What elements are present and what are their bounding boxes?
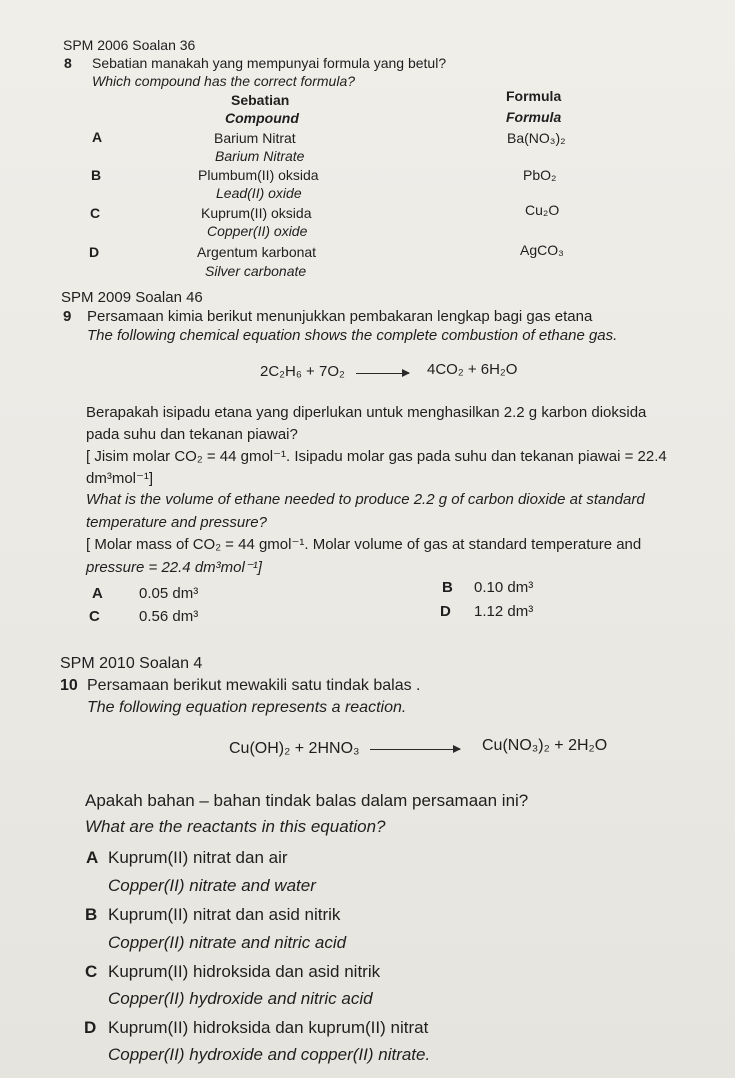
q10-option-d-letter: D: [84, 1018, 97, 1037]
q10-option-b-letter: B: [85, 905, 98, 924]
q9-option-c-value: 0.56 dm³: [139, 608, 199, 625]
q9-body-en-4: pressure = 22.4 dm³mol⁻¹]: [86, 559, 262, 576]
q9-equation-left: 2C₂H₆ + 7O₂: [260, 363, 345, 380]
q8-number: 8: [64, 55, 72, 71]
q9-number: 9: [63, 308, 72, 325]
q10-number: 10: [60, 677, 78, 694]
q8-option-d-letter: D: [89, 244, 100, 260]
q8-question-ms: Sebatian manakah yang mempunyai formula yang betul?: [92, 55, 447, 71]
q9-option-d-value: 1.12 dm³: [474, 603, 534, 620]
q9-body-en-3: [ Molar mass of CO₂ = 44 gmol⁻¹. Molar volume of gas at standard temperature and: [86, 536, 642, 553]
q9-option-a-letter: A: [92, 585, 103, 602]
q8-header-compound-en: Compound: [225, 110, 299, 126]
q9-option-a-value: 0.05 dm³: [139, 585, 199, 602]
q10-prompt-en: What are the reactants in this equation?: [85, 817, 386, 836]
q9-body-en-2: temperature and pressure?: [86, 514, 267, 531]
q10-option-a-letter: A: [86, 848, 99, 867]
q8-header-formula-ms: Formula: [506, 88, 562, 104]
q10-option-b-ms: Kuprum(II) nitrat dan asid nitrik: [108, 905, 341, 924]
q10-question-en: The following equation represents a reaction.: [87, 699, 407, 716]
q10-reaction-arrow: [370, 749, 460, 750]
q10-option-c-en: Copper(II) hydroxide and nitric acid: [108, 989, 373, 1008]
q8-option-a-name-en: Barium Nitrate: [215, 148, 305, 164]
q10-prompt-ms: Apakah bahan – bahan tindak balas dalam persamaan ini?: [85, 791, 529, 810]
q8-source: SPM 2006 Soalan 36: [63, 37, 196, 53]
q10-option-a-ms: Kuprum(II) nitrat dan air: [108, 848, 288, 867]
q10-question-ms: Persamaan berikut mewakili satu tindak balas .: [87, 677, 421, 694]
q9-question-en: The following chemical equation shows the complete combustion of ethane gas.: [87, 327, 618, 344]
q8-question-en: Which compound has the correct formula?: [92, 73, 356, 89]
q10-option-b-en: Copper(II) nitrate and nitric acid: [108, 933, 347, 952]
q8-option-b-formula: PbO₂: [523, 167, 557, 183]
q8-option-c-name-ms: Kuprum(II) oksida: [201, 205, 312, 221]
q10-option-d-ms: Kuprum(II) hidroksida dan kuprum(II) nitrat: [108, 1018, 429, 1037]
q8-option-c-name-en: Copper(II) oxide: [207, 223, 308, 239]
q9-option-b-letter: B: [442, 579, 453, 596]
q10-option-c-letter: C: [85, 962, 98, 981]
q10-source: SPM 2010 Soalan 4: [60, 655, 203, 672]
q8-option-a-letter: A: [92, 129, 103, 145]
q8-option-a-name-ms: Barium Nitrat: [214, 130, 296, 146]
q10-equation-right: Cu(NO₃)₂ + 2H₂O: [482, 737, 608, 754]
q8-option-b-name-en: Lead(II) oxide: [216, 185, 302, 201]
q9-body-ms-4: dm³mol⁻¹]: [86, 470, 154, 487]
q8-option-d-name-ms: Argentum karbonat: [197, 244, 317, 260]
q10-option-d-en: Copper(II) hydroxide and copper(II) nitrate.: [108, 1045, 431, 1064]
q9-option-c-letter: C: [89, 608, 100, 625]
q8-header-formula-en: Formula: [506, 109, 562, 125]
q8-option-d-name-en: Silver carbonate: [205, 263, 307, 279]
q10-option-a-en: Copper(II) nitrate and water: [108, 876, 316, 895]
q10-equation-left: Cu(OH)₂ + 2HNO₃: [229, 740, 360, 757]
q8-option-b-letter: B: [91, 167, 102, 183]
q9-body-ms-3: [ Jisim molar CO₂ = 44 gmol⁻¹. Isipadu molar gas pada suhu dan tekanan piawai = 22.4: [86, 448, 667, 465]
q9-source: SPM 2009 Soalan 46: [61, 289, 203, 306]
q9-body-ms-2: pada suhu dan tekanan piawai?: [86, 426, 298, 443]
q8-header-compound-ms: Sebatian: [231, 92, 290, 108]
q9-body-ms-1: Berapakah isipadu etana yang diperlukan untuk menghasilkan 2.2 g karbon dioksida: [86, 404, 647, 421]
q9-equation-right: 4CO₂ + 6H₂O: [427, 361, 518, 378]
q8-option-a-formula: Ba(NO₃)₂: [507, 130, 566, 146]
q8-option-c-letter: C: [90, 205, 101, 221]
q9-reaction-arrow: [356, 373, 409, 374]
q10-option-c-ms: Kuprum(II) hidroksida dan asid nitrik: [108, 962, 381, 981]
q8-option-b-name-ms: Plumbum(II) oksida: [198, 167, 319, 183]
q8-option-d-formula: AgCO₃: [520, 242, 564, 258]
q9-body-en-1: What is the volume of ethane needed to produce 2.2 g of carbon dioxide at standard: [86, 491, 645, 508]
q8-option-c-formula: Cu₂O: [525, 202, 560, 218]
q9-question-ms: Persamaan kimia berikut menunjukkan pembakaran lengkap bagi gas etana: [87, 308, 593, 325]
q9-option-d-letter: D: [440, 603, 451, 620]
q9-option-b-value: 0.10 dm³: [474, 579, 534, 596]
